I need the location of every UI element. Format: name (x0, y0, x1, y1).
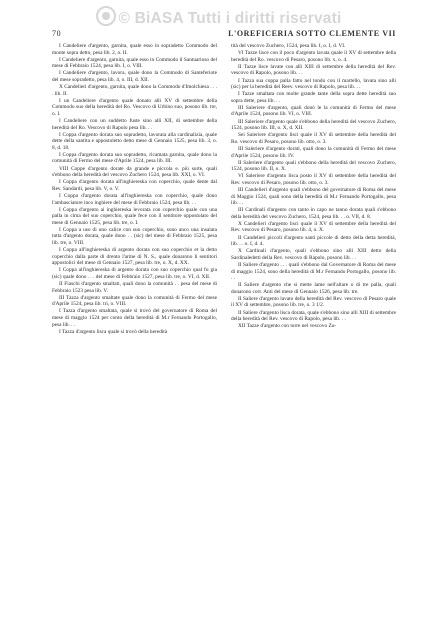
paragraph: I Tazza sua coppa palla fatto nel tondo con il martello, lavata sino alli (sic) per la heredità del Reev. vescovo di Rapolo, pesa lib. . . (231, 77, 396, 91)
paragraph: I Coppa a uso di uno calice con suo coperchio, sono anco una insalata tutta d'argento dorata, quale dono . . (sic) del mese di Febbraio 1525, pesa lib. tre, o. VIII. (52, 226, 217, 246)
paragraph: III Cardinali d'argento con tanto in capo ne tanno dorata quali s'ebbono della heredità del vescovo Zuchero, 1524, pesa lib. . . o. VII, d. 8. (231, 207, 396, 220)
paragraph: X Candelieri d'argento, garnita, quale dono la Commodo d'Imolchiesa . . . . lib. II. (52, 84, 217, 97)
paragraph: I Tazze smaltata con molte grande tante della sopra dette heredità suo sopra dette, pesa lib. . . (231, 91, 396, 104)
watermark-text: © BiASA Tutti i diritti riservati (118, 10, 342, 27)
paragraph: I Coppa all'inghiereska di argento dorata con suo coperchio qual fu gia (sic) quale dono . . . del mese di Febbraio 1527, pesa lib. tre, o. VI, d. XII. (52, 267, 217, 280)
running-title: L'OREFICERIA SOTTO CLEMENTE VII (228, 29, 396, 38)
page-header (52, 29, 396, 38)
paragraph: I Tazza d'argento smaltata, quale si trovò del governatore di Roma del mese di maggio 1524 per conto della heredità di M.r Fernando Portogallo, pesa lib. . . (52, 308, 217, 328)
paragraph: VIII Coppe d'argento dorate da grande e piccola e. più sorte, quali s'ebbono della heredità del vescovo Zuchero 1524, pesa lib. XXI, o. VI. (52, 165, 217, 179)
paragraph: II Candelieri piccoli d'argento santi piccole di detto della detta heredità, lib. . . o. I, d. 4. (231, 234, 396, 248)
paragraph: X Candelieri d'argento lisci quale il XV di settembre della heredità del Rev. vescovo di Pesaro, posono lib. 4, o. X. (231, 220, 396, 234)
paragraph: I Coppa d'argento ai inghiereska levorata con coperchio quale con una palla in cima del suo coperchio, quale fece con il sentitore oppostolato del mese di Gennaio 1525, pesa lib. tre, o. I. (52, 206, 217, 226)
text-body (52, 43, 396, 603)
paragraph: II Saliere d'argento che si mette lame nell'altare o di tre palla, quali donarono cort. Anti del mese di Gennaio 1526, pesa lib. tre. (231, 282, 396, 295)
paragraph: XII Tazze d'argento con torre nel vescovo Zu- (238, 323, 337, 330)
paragraph: III Saleriere d'argento dorati, quali dono la comunità di Fermo del mese d'Aprile 1524, posono lib. IV. (231, 145, 396, 159)
left-column (52, 43, 217, 603)
paragraph: III Tazza d'argento smaltate quale dono la comunità di Fermo del mese d'Aprile 1524, pesa lib. tri, o. VIII. (52, 294, 217, 308)
paragraph: I Coppa all'inghiereska di argento dorata con suo coperchio et la detto coperchio dalla parte di drento l'arme di N. S., quale donarono li sentitori appostolici del mese di Gennaio 1527, pesa lib. tre, o. X, d. XX. (52, 247, 217, 267)
paragraph: III Saleriere d'argento, quali donò le la comunità di Fermo del mese d'Aprile 1524, posono lib. VI, o. VIII. (231, 104, 396, 118)
right-column (231, 43, 396, 603)
paragraph: II Saliere d'argento . . . quali s'ebbono dal Governatore di Roma del mese di maggio 1524, sono della heredità di M.r Fernando Portogallo, posono lib. . . (231, 262, 396, 282)
paragraph: II Tazze lisce lavate con alli XIII di settembre della heredità del Rev. vescovo di Rapolo, posono lib. . . (231, 63, 396, 77)
paragraph: I Candeliere d'argento, lavora, quale dono la Commodo di Santeferiote del mese sopradetto, pesa lib. 4, o. III, d. XII. (52, 70, 217, 83)
paragraph: I Coppa d'argento dorata suo sopradetto, lavorata alla cardinalizia, quale dette della santita e appostoletto detto mese di Gennaio 1525, pesa lib. 3, o. 8, d. 18. (52, 131, 217, 151)
page-number: 70 (52, 29, 62, 38)
paragraph: VI Saleriere d'argento lisca posto il XV di settembre della heredità del Rev. vescovo di Pesaro, posono lib. otto, o. 3. (231, 173, 396, 186)
paragraph: X Cardinali d'argento, quali s'ebbono sino alli XIII detto della Sardinaledetti della Rev. vescovo di Rapolo, posono lib. . . (231, 248, 396, 261)
paragraph: I Coppa d'argento dorata all'inghiereska con coperchio, quale dono l'ambasciatore inco inghiere del mese di Febbraio 1524, pesa lib. . . (52, 192, 217, 206)
biasa-logo-icon (96, 6, 116, 26)
paragraph: I Coppa d'argento dorata all'inghiereska con coperchio, quale dente dal Rev. Sandardi, pesa lib. V, o. V. (52, 179, 217, 192)
paragraph: II Saleriere d'argento quali s'ebbono della heredità del vescovo Zuchero, 1524, posono lib. II, o. X. (231, 159, 396, 173)
paragraph: I Tazza d'argento lisca quale si trovò della heredità (59, 328, 168, 335)
paragraph: I Candeliere con un suddetto fuste sino alli XII, di settembre della heredità del Ro. Vescovo di Rapolo pesa lib. . . (52, 117, 217, 131)
paragraph: III Saleriere d'argento quale s'ebbono della heredità del vescovo Zuchero, 1524, posono lib. III, o. X, d. XII. (231, 118, 396, 132)
paragraph: II Saliere d'argento lisca dorata, quale s'ebbono sino alli XIII di settembre della heredità del Rev. vescovo di Rapolo, pesa lib. . . (231, 309, 396, 323)
watermark (0, 6, 437, 28)
paragraph: VI Tazze lisce con il poco d'argento lavata quale il XV di settembre della heredità del Ro. vescovo di Pesaro, posono lib. x, o. 4. (231, 50, 396, 63)
paragraph: Sei Saleriere d'argento lisci quale il XV di settembre della heredità del Ro. vescovo di Pesaro, posono lib. otto, o. 3. (231, 132, 396, 145)
paragraph: I Candeliere d'argento, garnita, quale esso in Commodo il Santuarioso del mese di Febbraio 1524, pesa lib. I, o. VIII. (52, 56, 217, 70)
paragraph: tità del vescovo Zuchero, 1524, pesa lib. I, o. I, d. VI. (231, 43, 346, 49)
paragraph: I Coppa d'argento dorata suo sopradetto, ricamata garnita, quale dono la comunità di Fermo del mese d'Aprile 1524, pesa lib. III. (52, 151, 217, 165)
paragraph: I un Candeliere d'argento quale donato alli XV di settembre della Commodo suo della heredità del Ro. Vescovo di Urbino suo, posono lib. tre, o. I. (52, 97, 217, 117)
paragraph: II Fiaschi d'argento smaltati, quali dono la comunità . . pesa del mese di Febbraio 1523 pesa lib. V. (52, 281, 217, 294)
paragraph: I Candeliere d'argento, garnita, quale esso in sopradetto Commodo del monte sopra detto, pesa lib. 2, o. II. (52, 43, 217, 56)
paragraph: II Saliere d'argento lavato della heredità del Rev. vescovo di Pesaro quale il XV di settembre, posono lib. tre, o. 3 1/2. (231, 295, 396, 309)
paragraph: III Candelieri d'argento quali s'ebbono del governatore di Roma del mese di Maggio 1524, quali sono della heredità di M.r Fernando Portogallo, pesa lib. . . (231, 187, 396, 207)
